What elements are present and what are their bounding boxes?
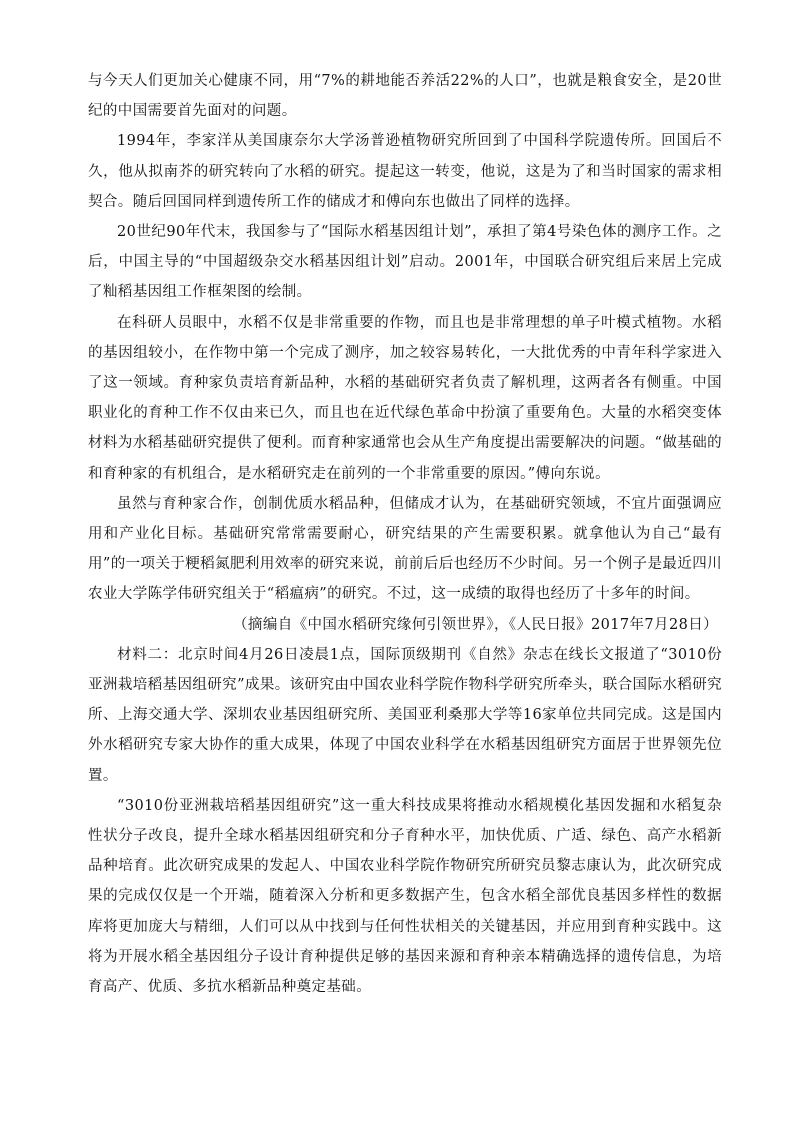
paragraph-rice-genome-project: 20世纪90年代末，我国参与了“国际水稻基因组计划”，承担了第4号染色体的测序工作。之后，中国主导的“中国超级杂交水稻基因组计划”启动。2001年，中国联合研究组后来居上完成了籼稻基因组工作框架图的绘制。 [88,224,722,301]
paragraph-rice-model-plant: 在科研人员眼中，水稻不仅是非常重要的作物，而且也是非常理想的单子叶模式植物。水稻的基因组较小，在作物中第一个完成了测序，加之较容易转化，一大批优秀的中青年科学家进入了这一领域。育种家负责培育新品种，水稻的基础研究者负责了解机理，这两者各有侧重。中国职业化的育种工作不仅由来已久，而且也在近代绿色革命中扮演了重要角色。大量的水稻突变体材料为水稻基础研究提供了便利。而育种家通常也会从生产角度提出需要解决的问题。“做基础的和育种家的有机组合，是水稻研究走在前列的一个非常重要的原因。”傅向东说。 [88,314,722,482]
paragraph-health-vs-food-security: 与今天人们更加关心健康不同，用“7%的耕地能否养活22%的人口”，也就是粮食安全，是20世纪的中国需要首先面对的问题。 [88,73,722,120]
source-citation: （摘编自《中国水稻研究缘何引领世界》，《人民日报》2017年7月28日） [233,616,718,633]
paragraph-basic-research: 虽然与育种家合作，创制优质水稻品种，但储成才认为，在基础研究领域，不宜片面强调应用和产业化目标。基础研究常常需要耐心，研究结果的产生需要积累。就拿他认为自己“最有用”的一项关于粳稻氮肥利用效率的研究来说，前前后后也经历不少时间。另一个例子是最近四川农业大学陈学伟研究组关于“稻瘟病”的研究。不过，这一成绩的取得也经历了十多年的时间。 [88,495,722,603]
paragraph-li-jiayang-return: 1994年，李家洋从美国康奈尔大学汤普逊植物研究所回到了中国科学院遗传所。回国后不久，他从拟南芥的研究转向了水稻的研究。提起这一转变，他说，这是为了和当时国家的需求相契合。随后回国同样到遗传所工作的储成才和傅向东也做出了同样的选择。 [88,133,722,210]
document-page [88,66,722,1002]
paragraph-material-two-impact: “3010份亚洲栽培稻基因组研究”这一重大科技成果将推动水稻规模化基因发掘和水稻复杂性状分子改良，提升全球水稻基因组研究和分子育种水平，加快优质、广适、绿色、高产水稻新品种培育。此次研究成果的发起人、中国农业科学院作物研究所研究员黎志康认为，此次研究成果的完成仅仅是一个开端，随着深入分析和更多数据产生，包含水稻全部优良基因多样性的数据库将更加庞大与精细，人们可以从中找到与任何性状相关的关键基因，并应用到育种实践中。这将为开展水稻全基因组分子设计育种提供足够的基因来源和育种亲本精确选择的遗传信息，为培育高产、优质、多抗水稻新品种奠定基础。 [88,797,722,996]
paragraph-material-two-intro: 材料二：北京时间4月26日凌晨1点，国际顶级期刊《自然》杂志在线长文报道了“3010份亚洲栽培稻基因组研究”成果。该研究由中国农业科学院作物科学研究所牵头，联合国际水稻研究所、上海交通大学、深圳农业基因组研究所、美国亚利桑那大学等16家单位共同完成。这是国内外水稻研究专家大协作的重大成果，体现了中国农业科学在水稻基因组研究方面居于世界领先位置。 [88,646,722,784]
